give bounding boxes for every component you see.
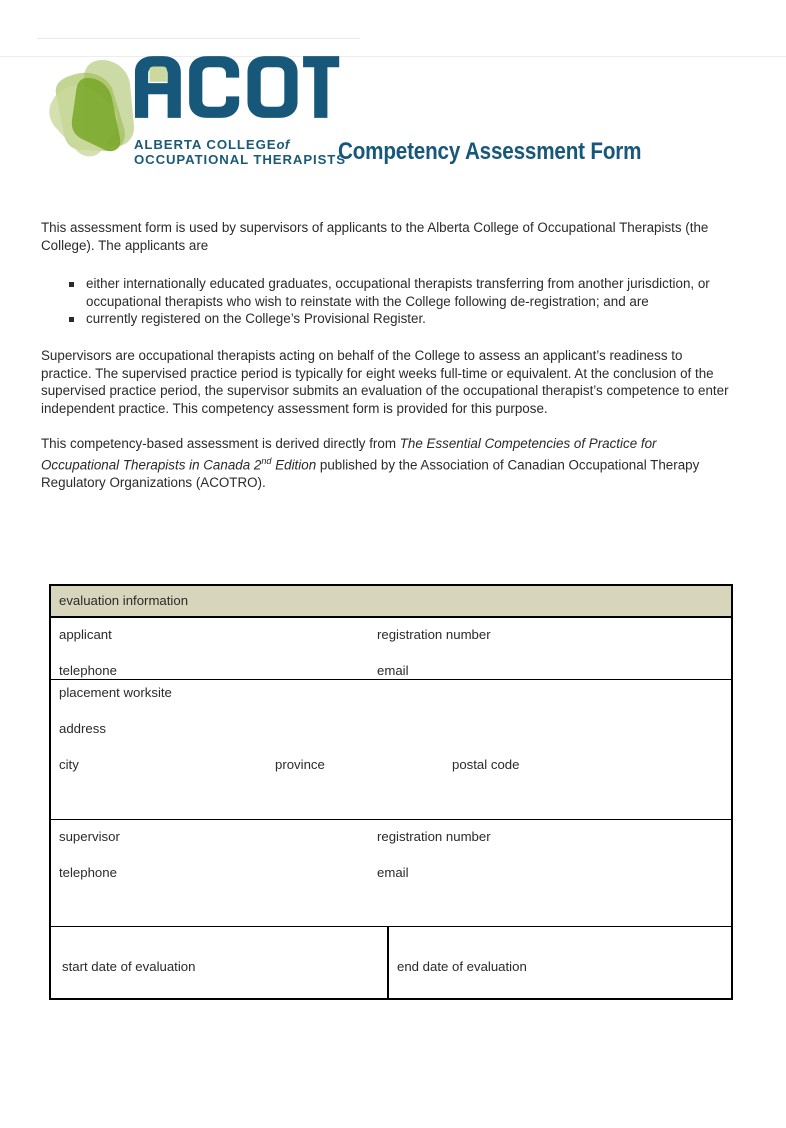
intro-paragraph-1: This assessment form is used by supervisors of applicants to the Alberta College of Occupational Therapists (the College). The applicants are	[41, 220, 709, 253]
field-label-supervisor: supervisor	[59, 829, 120, 844]
page-title: Competency Assessment Form	[338, 138, 642, 165]
field-label-applicant-email: email	[377, 663, 409, 678]
document-body	[41, 219, 735, 510]
table-header-label: evaluation information	[59, 593, 189, 608]
list-item: either internationally educated graduates, occupational therapists transferring from another jurisdiction, or occupational therapists who wish to reinstate with the College following de-registration; and are	[41, 275, 735, 310]
dates-row-divider	[387, 927, 389, 998]
document-header	[0, 50, 786, 180]
applicant-criteria-list	[41, 275, 735, 328]
table-header-row	[51, 586, 731, 618]
acot-logo	[38, 54, 346, 176]
paragraph3-title-part1: The Essential Competencies of Practice for Occupational Therapists in Canada 2	[41, 436, 657, 473]
field-label-supervisor-telephone: telephone	[59, 865, 117, 880]
table-row-evaluation-dates	[51, 927, 731, 998]
table-row-supervisor	[51, 820, 731, 927]
logo-subtitle-line1: ALBERTA COLLEGE	[134, 137, 277, 152]
field-label-end-date: end date of evaluation	[397, 959, 527, 974]
header-short-rule	[37, 38, 360, 39]
table-row-applicant	[51, 618, 731, 680]
field-label-city: city	[59, 757, 79, 772]
field-label-supervisor-registration-number: registration number	[377, 829, 491, 844]
intro-paragraph-3	[41, 435, 735, 491]
paragraph3-edition-superscript: nd	[261, 455, 272, 466]
evaluation-information-table	[49, 584, 733, 1000]
paragraph3-pre: This competency-based assessment is derived directly from	[41, 436, 400, 452]
field-label-placement-worksite: placement worksite	[59, 685, 172, 700]
field-label-supervisor-email: email	[377, 865, 409, 880]
intro-paragraph-2: Supervisors are occupational therapists acting on behalf of the College to assess an applicant’s readiness to practice. The supervised practice period is typically for eight weeks full-time or equivalent. At the conclusion of the supervised practice period, the supervisor submits an evaluation of the occupational therapist’s competence to enter independent practice. This competency assessment form is provided for this purpose.	[41, 347, 729, 416]
field-label-start-date: start date of evaluation	[62, 959, 196, 974]
table-row-placement-worksite	[51, 680, 731, 820]
logo-subtitle-of: of	[276, 137, 290, 152]
field-label-applicant: applicant	[59, 627, 112, 642]
paragraph3-post: published by the Association of Canadian Occupational Therapy Regulatory Organizations (ACOTRO).	[41, 457, 700, 490]
field-label-province: province	[275, 757, 325, 772]
field-label-postal-code: postal code	[452, 757, 520, 772]
list-item: currently registered on the College’s Provisional Register.	[41, 310, 735, 328]
field-label-address: address	[59, 721, 106, 736]
paragraph3-title-part2: Edition	[271, 457, 317, 473]
acot-wordmark	[130, 54, 340, 120]
field-label-applicant-telephone: telephone	[59, 663, 117, 678]
field-label-applicant-registration-number: registration number	[377, 627, 491, 642]
logo-subtitle-line2: OCCUPATIONAL THERAPISTS	[134, 152, 346, 167]
